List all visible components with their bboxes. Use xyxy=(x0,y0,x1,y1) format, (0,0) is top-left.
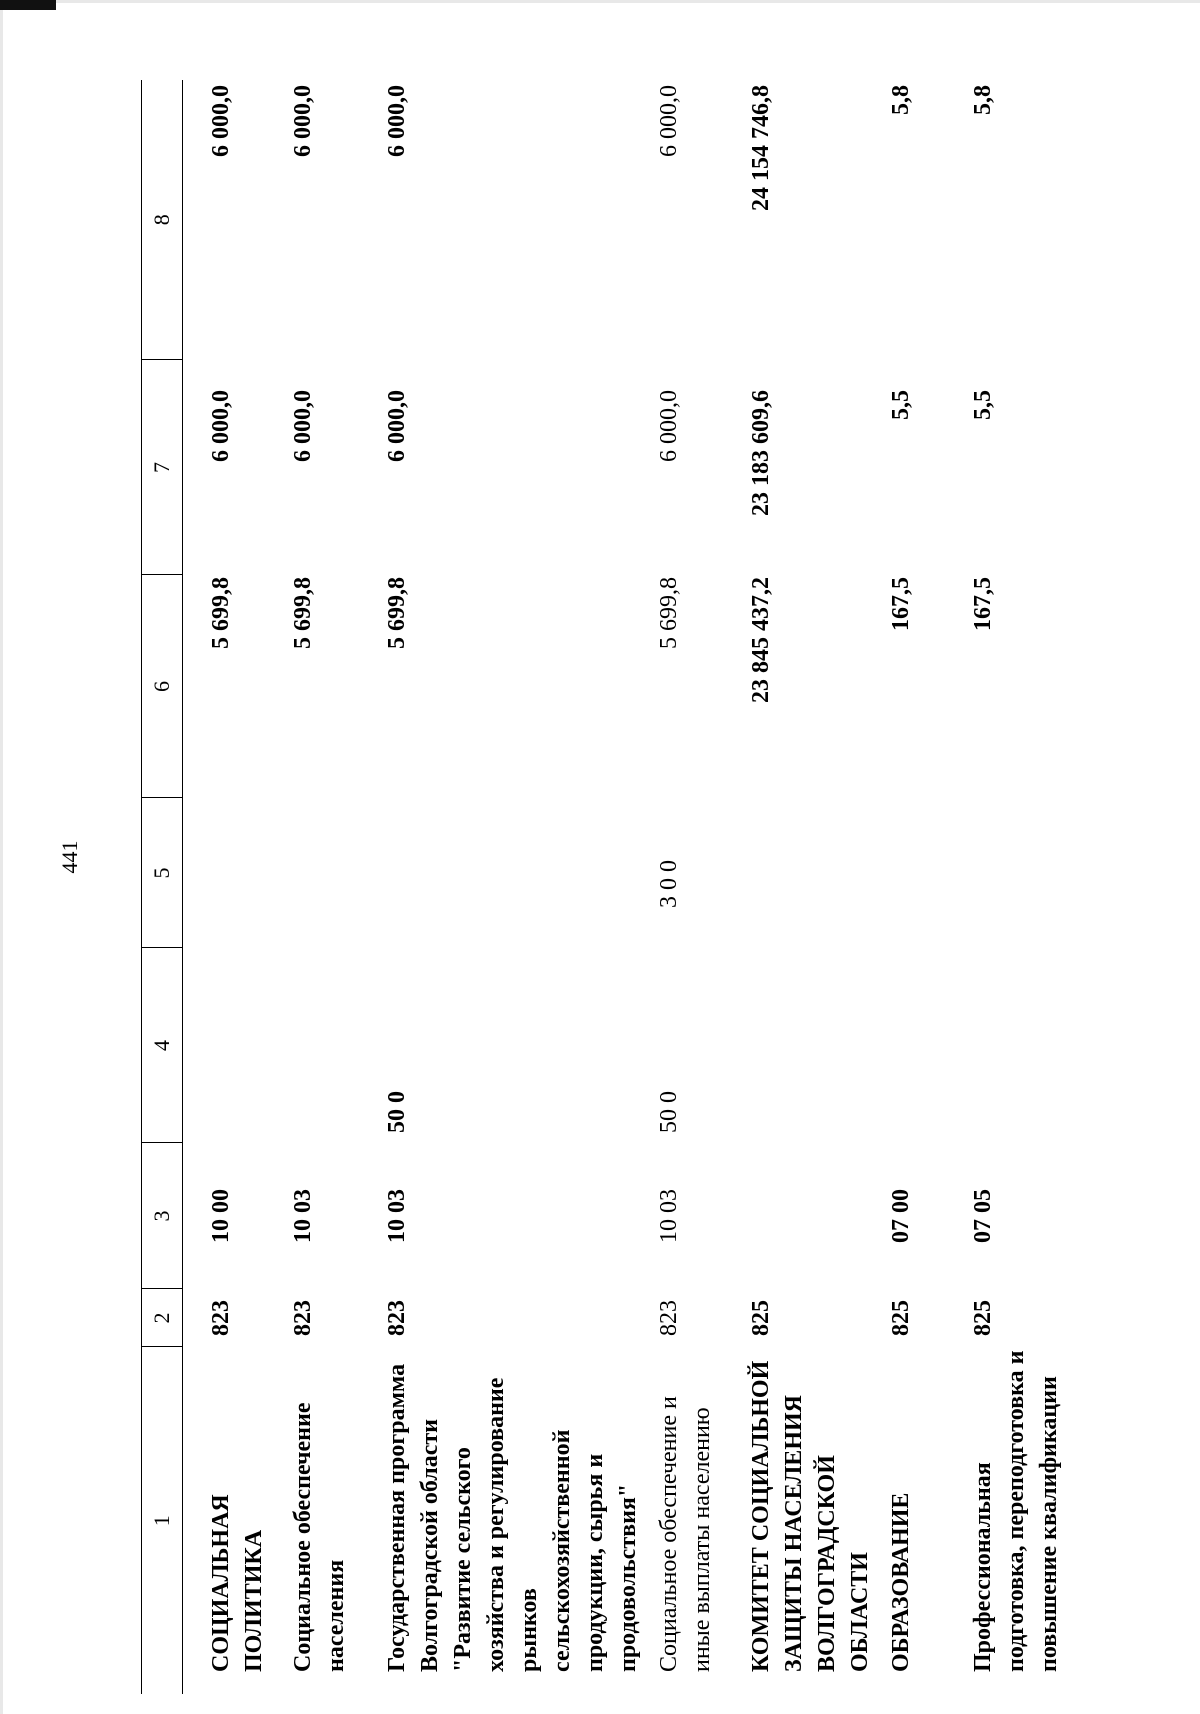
table-row xyxy=(279,80,373,1694)
column-header: 5 xyxy=(142,798,183,948)
cell-value-7: 5,5 xyxy=(887,390,914,420)
cell-code-2: 823 xyxy=(655,1300,682,1336)
cell-code-2: 823 xyxy=(208,1300,234,1336)
cell-value-7: 6 000,0 xyxy=(383,390,410,462)
table-row xyxy=(737,80,877,1694)
cell-value-8: 6 000,0 xyxy=(208,85,234,157)
cell-code-4: 50 0 xyxy=(383,1091,410,1133)
cell-value-8: 5,8 xyxy=(887,85,914,115)
row-name: СОЦИАЛЬНАЯ ПОЛИТИКА xyxy=(208,1494,267,1672)
cell-code-2: 823 xyxy=(289,1300,316,1336)
table-row xyxy=(877,80,959,1694)
cell-value-6: 23 845 437,2 xyxy=(747,577,774,703)
row-name: Социальное обеспечение населения xyxy=(289,1402,349,1672)
table-body xyxy=(183,80,1089,1694)
cell-code-5 xyxy=(373,798,645,948)
cell-code-4 xyxy=(877,948,959,1143)
cell-code-2: 825 xyxy=(747,1300,774,1336)
cell-code-4 xyxy=(279,948,373,1143)
cell-code-3 xyxy=(737,1143,877,1289)
cell-value-6: 5 699,8 xyxy=(655,577,682,649)
column-header: 7 xyxy=(142,360,183,575)
scan-edge-left xyxy=(0,0,3,1714)
cell-code-3: 07 05 xyxy=(969,1189,996,1243)
row-name: Социальное обеспечение и иные выплаты населению xyxy=(655,1396,715,1672)
cell-code-5 xyxy=(959,798,1089,948)
row-name: ОБРАЗОВАНИЕ xyxy=(887,1492,914,1672)
row-name: Государственная программа Волгоградской области "Развитие сельского хозяйства и регулирование рынков сельскохозяйственной продукции, сырья и продовольствия" xyxy=(383,1363,641,1672)
table-row xyxy=(645,80,737,1694)
scan-edge-top xyxy=(0,0,1200,3)
scan-corner-mark xyxy=(0,0,56,10)
cell-code-3: 10 03 xyxy=(655,1189,682,1243)
cell-code-4 xyxy=(183,948,279,1143)
cell-value-8: 6 000,0 xyxy=(289,85,316,157)
cell-code-2: 825 xyxy=(887,1300,914,1336)
column-header: 6 xyxy=(142,575,183,798)
cell-value-6: 167,5 xyxy=(969,577,996,631)
cell-code-4: 50 0 xyxy=(655,1091,682,1133)
cell-code-4 xyxy=(737,948,877,1143)
cell-code-5 xyxy=(279,798,373,948)
cell-value-7: 6 000,0 xyxy=(289,390,316,462)
column-header: 4 xyxy=(142,948,183,1143)
table-row xyxy=(373,80,645,1694)
cell-value-7: 6 000,0 xyxy=(208,390,234,462)
column-header: 3 xyxy=(142,1143,183,1289)
cell-code-5 xyxy=(183,798,279,948)
cell-value-7: 23 183 609,6 xyxy=(747,390,774,516)
cell-value-8: 24 154 746,8 xyxy=(747,85,774,211)
cell-value-8: 6 000,0 xyxy=(383,85,410,157)
column-header: 2 xyxy=(142,1289,183,1347)
column-header: 1 xyxy=(142,1347,183,1694)
cell-code-3: 10 03 xyxy=(383,1189,410,1243)
cell-value-6: 5 699,8 xyxy=(208,577,234,649)
row-name: Профессиональная подготовка, переподготовка и повышение квалификации xyxy=(969,1350,1062,1672)
cell-value-7: 6 000,0 xyxy=(655,390,682,462)
cell-code-5 xyxy=(877,798,959,948)
cell-value-7: 5,5 xyxy=(969,390,996,420)
cell-code-2: 825 xyxy=(969,1300,996,1336)
column-header: 8 xyxy=(142,80,183,360)
cell-value-8: 6 000,0 xyxy=(655,85,682,157)
cell-code-3: 10 00 xyxy=(208,1189,234,1243)
cell-value-6: 167,5 xyxy=(887,577,914,631)
cell-code-5: 3 0 0 xyxy=(655,860,682,908)
cell-value-6: 5 699,8 xyxy=(289,577,316,649)
table-row xyxy=(183,80,279,1694)
cell-code-4 xyxy=(959,948,1089,1143)
cell-code-5 xyxy=(737,798,877,948)
table-row xyxy=(959,80,1089,1694)
cell-code-3: 10 03 xyxy=(289,1189,316,1243)
cell-code-2: 823 xyxy=(383,1300,410,1336)
cell-code-3: 07 00 xyxy=(887,1189,914,1243)
table-header-row xyxy=(142,80,183,1694)
cell-value-6: 5 699,8 xyxy=(383,577,410,649)
budget-table xyxy=(141,80,1089,1694)
page-number: 441 xyxy=(57,840,82,874)
cell-value-8: 5,8 xyxy=(969,85,996,115)
rotated-table-container xyxy=(141,80,1062,1694)
row-name: КОМИТЕТ СОЦИАЛЬНОЙ ЗАЩИТЫ НАСЕЛЕНИЯ ВОЛГОГРАДСКОЙ ОБЛАСТИ xyxy=(747,1360,873,1672)
